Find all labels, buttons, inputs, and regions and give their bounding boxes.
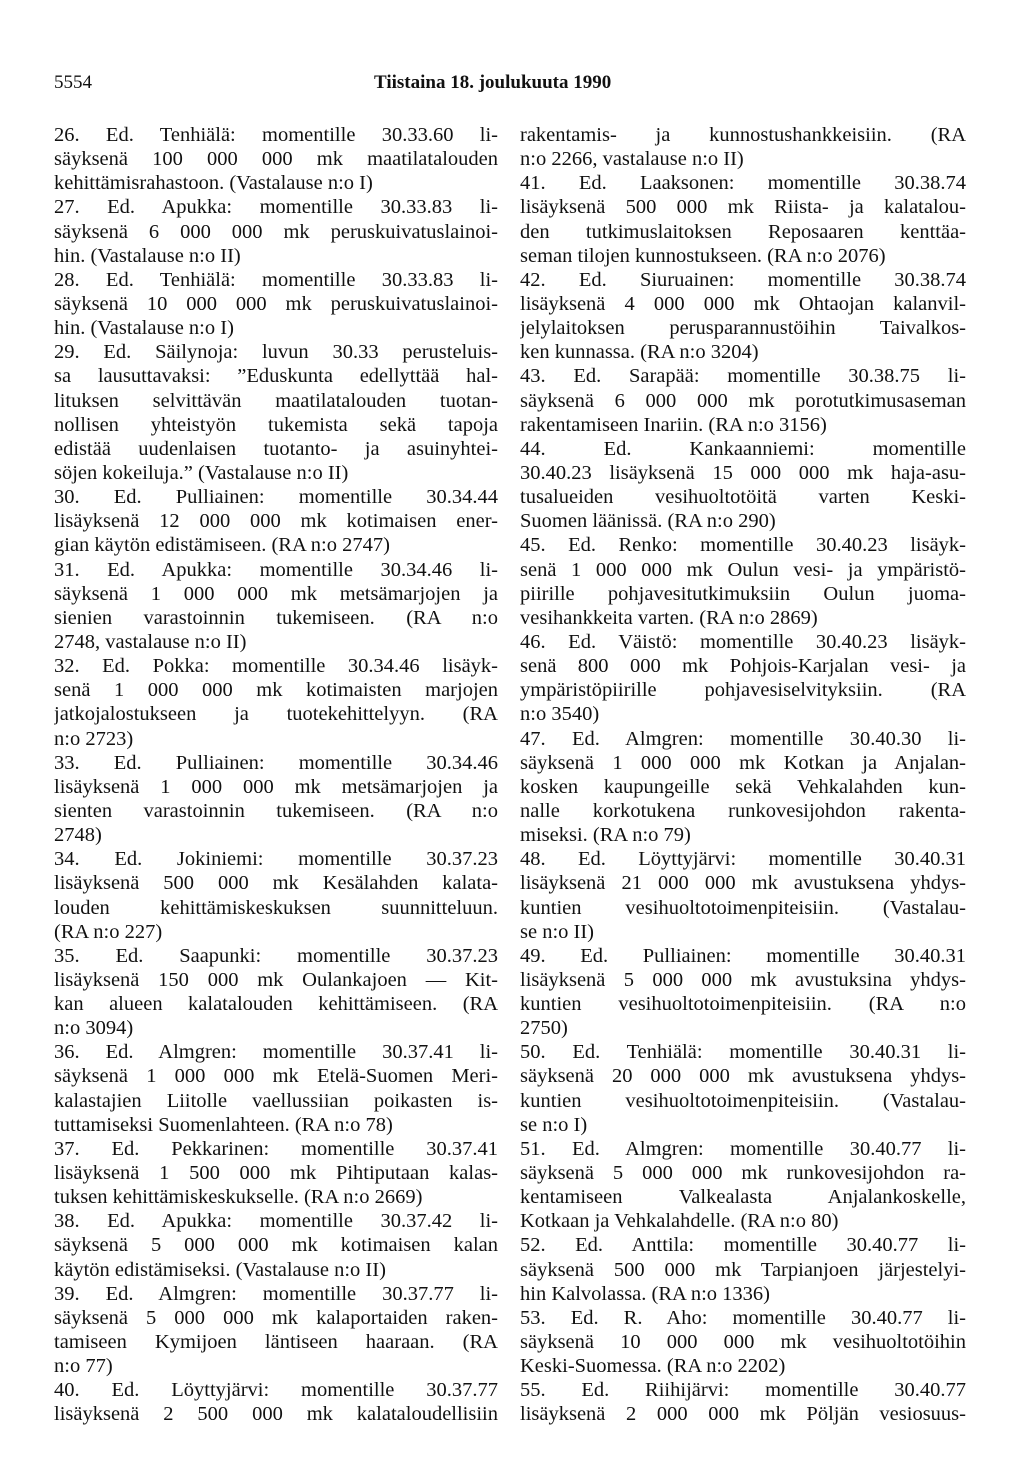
text-line: kuntien vesihuoltotoimenpiteisiin. (Vastalau- xyxy=(520,896,966,919)
text-line: hin. (Vastalause n:o II) xyxy=(54,244,241,267)
text-line: senä 800 000 mk Pohjois-Karjalan vesi- ja xyxy=(520,655,966,678)
text-line: sa lausuttavaksi: ”Eduskunta edellyttää hal- xyxy=(54,365,498,388)
text-line: 46. Ed. Väistö: momentille 30.40.23 lisäyk- xyxy=(520,630,966,653)
text-line: säyksenä 6 000 000 mk peruskuivatuslainoi- xyxy=(54,220,498,243)
text-line: säyksenä 10 000 000 mk peruskuivatuslainoi- xyxy=(54,292,498,315)
text-line: tusalueiden vesihuoltotöitä varten Keski- xyxy=(520,486,966,509)
text-line: 2750) xyxy=(520,1017,568,1040)
text-line: 45. Ed. Renko: momentille 30.40.23 lisäyk- xyxy=(520,534,966,557)
text-line: vesihankkeita varten. (RA n:o 2869) xyxy=(520,606,818,629)
text-line: lisäyksenä 1 000 000 mk metsämarjojen ja xyxy=(54,775,498,798)
text-line: säyksenä 5 000 000 mk kalaportaiden raken- xyxy=(54,1306,498,1329)
text-line: lisäyksenä 12 000 000 mk kotimaisen ener- xyxy=(54,510,498,533)
text-line: 38. Ed. Apukka: momentille 30.37.42 li- xyxy=(54,1210,498,1233)
right-column xyxy=(520,123,966,1427)
text-line: n:o 2723) xyxy=(54,727,134,750)
text-line: n:o 3094) xyxy=(54,1017,134,1040)
text-line: lituksen selvittävän maatilatalouden tuotan- xyxy=(54,389,498,412)
text-line: 37. Ed. Pekkarinen: momentille 30.37.41 xyxy=(54,1137,498,1160)
text-line: 49. Ed. Pulliainen: momentille 30.40.31 xyxy=(520,944,966,967)
text-line: 34. Ed. Jokiniemi: momentille 30.37.23 xyxy=(54,848,498,871)
text-line: 36. Ed. Almgren: momentille 30.37.41 li- xyxy=(54,1041,498,1064)
text-line: söjen kokeiluja.” (Vastalause n:o II) xyxy=(54,461,349,484)
text-line: kosken kaupungeille sekä Vehkalahden kun- xyxy=(520,775,966,798)
text-line: den tutkimuslaitoksen Reposaaren kenttäa- xyxy=(520,220,966,243)
text-line: lisäyksenä 4 000 000 mk Ohtaojan kalanvil- xyxy=(520,292,966,315)
text-line: lisäyksenä 1 500 000 mk Pihtiputaan kalas- xyxy=(54,1162,498,1185)
text-line: ympäristöpiirille pohjavesiselvityksiin. (RA xyxy=(520,679,966,702)
text-line: 40. Ed. Löyttyjärvi: momentille 30.37.77 xyxy=(54,1379,498,1402)
text-line: 35. Ed. Saapunki: momentille 30.37.23 xyxy=(54,944,498,967)
text-line: nalle korkotukena runkovesijohdon rakenta- xyxy=(520,799,966,822)
text-line: (RA n:o 227) xyxy=(54,920,163,943)
text-line: jelylaitoksen perusparannustöihin Taivalkos- xyxy=(520,317,966,340)
text-line: säyksenä 1 000 000 mk Kotkan ja Anjalan- xyxy=(520,751,966,774)
text-line: lisäyksenä 2 000 000 mk Pöljän vesiosuus- xyxy=(520,1403,966,1426)
text-line: 55. Ed. Riihijärvi: momentille 30.40.77 xyxy=(520,1379,966,1402)
text-line: lisäyksenä 150 000 mk Oulankajoen — Kit- xyxy=(54,968,498,991)
text-line: 44. Ed. Kankaanniemi: momentille xyxy=(520,437,966,460)
text-line: 43. Ed. Sarapää: momentille 30.38.75 li- xyxy=(520,365,966,388)
text-line: säyksenä 1 000 000 mk metsämarjojen ja xyxy=(54,582,498,605)
text-line: se n:o I) xyxy=(520,1113,588,1136)
text-line: 41. Ed. Laaksonen: momentille 30.38.74 xyxy=(520,172,966,195)
text-line: lisäyksenä 5 000 000 mk avustuksina yhdys- xyxy=(520,968,966,991)
text-line: jatkojalostukseen ja tuotekehittelyyn. (RA xyxy=(54,703,498,726)
left-column xyxy=(54,123,498,1427)
text-line: 2748, vastalause n:o II) xyxy=(54,630,247,653)
text-line: kalastajien Liitolle vaellussiian poikasten is- xyxy=(54,1089,498,1112)
text-line: kehittämisrahastoon. (Vastalause n:o I) xyxy=(54,172,373,195)
text-line: 30.40.23 lisäyksenä 15 000 000 mk haja-asu- xyxy=(520,461,966,484)
text-line: edistää uudenlaisen tuotanto- ja asuinyhtei- xyxy=(54,437,498,460)
text-line: kuntien vesihuoltotoimenpiteisiin. (Vastalau- xyxy=(520,1089,966,1112)
text-line: tamiseen Kymijoen läntiseen haaraan. (RA xyxy=(54,1331,498,1354)
text-line: n:o 2266, vastalause n:o II) xyxy=(520,148,744,171)
text-line: säyksenä 100 000 000 mk maatilatalouden xyxy=(54,148,498,171)
text-line: 31. Ed. Apukka: momentille 30.34.46 li- xyxy=(54,558,498,581)
text-line: 29. Ed. Säilynoja: luvun 30.33 perusteluis- xyxy=(54,341,498,364)
text-line: tuttamiseksi Suomenlahteen. (RA n:o 78) xyxy=(54,1113,393,1136)
text-line: lisäyksenä 21 000 000 mk avustuksena yhdys- xyxy=(520,872,966,895)
text-line: säyksenä 10 000 000 mk vesihuoltotöihin xyxy=(520,1331,966,1354)
text-line: se n:o II) xyxy=(520,920,595,943)
text-line: säyksenä 500 000 mk Tarpianjoen järjestelyi- xyxy=(520,1258,966,1281)
text-line: säyksenä 1 000 000 mk Etelä-Suomen Meri- xyxy=(54,1065,498,1088)
text-line: 2748) xyxy=(54,824,102,847)
text-line: Keski-Suomessa. (RA n:o 2202) xyxy=(520,1355,786,1378)
text-line: nollisen yhteistyön tukemista sekä tapoja xyxy=(54,413,498,436)
page-header xyxy=(54,72,754,102)
text-line: 26. Ed. Tenhiälä: momentille 30.33.60 li- xyxy=(54,124,498,146)
text-line: 33. Ed. Pulliainen: momentille 30.34.46 xyxy=(54,751,498,774)
text-line: säyksenä 5 000 000 mk kotimaisen kalan xyxy=(54,1234,498,1257)
text-line: hin Kalvolassa. (RA n:o 1336) xyxy=(520,1282,770,1305)
text-line: säyksenä 20 000 000 mk avustuksena yhdys- xyxy=(520,1065,966,1088)
text-line: gian käytön edistämiseen. (RA n:o 2747) xyxy=(54,534,390,557)
text-line: 42. Ed. Siuruainen: momentille 30.38.74 xyxy=(520,268,966,291)
text-line: 50. Ed. Tenhiälä: momentille 30.40.31 li- xyxy=(520,1041,966,1064)
text-line: 52. Ed. Anttila: momentille 30.40.77 li- xyxy=(520,1234,966,1257)
text-line: Suomen läänissä. (RA n:o 290) xyxy=(520,510,776,533)
text-line: senä 1 000 000 mk kotimaisten marjojen xyxy=(54,679,498,702)
text-line: käytön edistämiseksi. (Vastalause n:o II) xyxy=(54,1258,386,1281)
text-line: senä 1 000 000 mk Oulun vesi- ja ympäristö- xyxy=(520,558,966,581)
text-line: kan alueen kalatalouden kehittämiseen. (RA xyxy=(54,993,498,1016)
text-line: ken kunnassa. (RA n:o 3204) xyxy=(520,341,759,364)
text-line: seman tilojen kunnostukseen. (RA n:o 2076) xyxy=(520,244,886,267)
text-line: miseksi. (RA n:o 79) xyxy=(520,824,691,847)
text-line: n:o 77) xyxy=(54,1355,113,1378)
text-line: n:o 3540) xyxy=(520,703,600,726)
text-line: hin. (Vastalause n:o I) xyxy=(54,317,234,340)
text-line: 39. Ed. Almgren: momentille 30.37.77 li- xyxy=(54,1282,498,1305)
text-line: tuksen kehittämiskeskukselle. (RA n:o 2669) xyxy=(54,1186,423,1209)
text-line: 53. Ed. R. Aho: momentille 30.40.77 li- xyxy=(520,1306,966,1329)
text-line: lisäyksenä 2 500 000 mk kalataloudellisiin xyxy=(54,1403,498,1426)
text-line: rakentamis- ja kunnostushankkeisiin. (RA xyxy=(520,124,966,146)
text-line: kuntien vesihuoltotoimenpiteisiin. (RA n:o xyxy=(520,993,966,1016)
text-line: sienien varastoinnin tukemiseen. (RA n:o xyxy=(54,606,498,629)
text-line: lisäyksenä 500 000 mk Riista- ja kalatalou- xyxy=(520,196,966,219)
text-line: 28. Ed. Tenhiälä: momentille 30.33.83 li- xyxy=(54,268,498,291)
text-line: säyksenä 6 000 000 mk porotutkimusaseman xyxy=(520,389,966,412)
text-line: 48. Ed. Löyttyjärvi: momentille 30.40.31 xyxy=(520,848,966,871)
text-line: piirille pohjavesitutkimuksiin Oulun juoma- xyxy=(520,582,966,605)
page-number: 5554 xyxy=(54,72,92,93)
running-head: Tiistaina 18. joulukuuta 1990 xyxy=(374,72,612,93)
text-line: louden kehittämiskeskuksen suunnitteluun. xyxy=(54,896,498,919)
text-line: 30. Ed. Pulliainen: momentille 30.34.44 xyxy=(54,486,498,509)
text-line: Kotkaan ja Vehkalahdelle. (RA n:o 80) xyxy=(520,1210,839,1233)
text-line: lisäyksenä 500 000 mk Kesälahden kalata- xyxy=(54,872,498,895)
text-line: 47. Ed. Almgren: momentille 30.40.30 li- xyxy=(520,727,966,750)
text-line: rakentamiseen Inariin. (RA n:o 3156) xyxy=(520,413,827,436)
text-line: kentamiseen Valkealasta Anjalankoskelle, xyxy=(520,1186,966,1209)
text-line: 27. Ed. Apukka: momentille 30.33.83 li- xyxy=(54,196,498,219)
text-line: sienten varastoinnin tukemiseen. (RA n:o xyxy=(54,799,498,822)
text-line: 32. Ed. Pokka: momentille 30.34.46 lisäyk- xyxy=(54,655,498,678)
text-line: säyksenä 5 000 000 mk runkovesijohdon ra- xyxy=(520,1162,966,1185)
text-line: 51. Ed. Almgren: momentille 30.40.77 li- xyxy=(520,1137,966,1160)
